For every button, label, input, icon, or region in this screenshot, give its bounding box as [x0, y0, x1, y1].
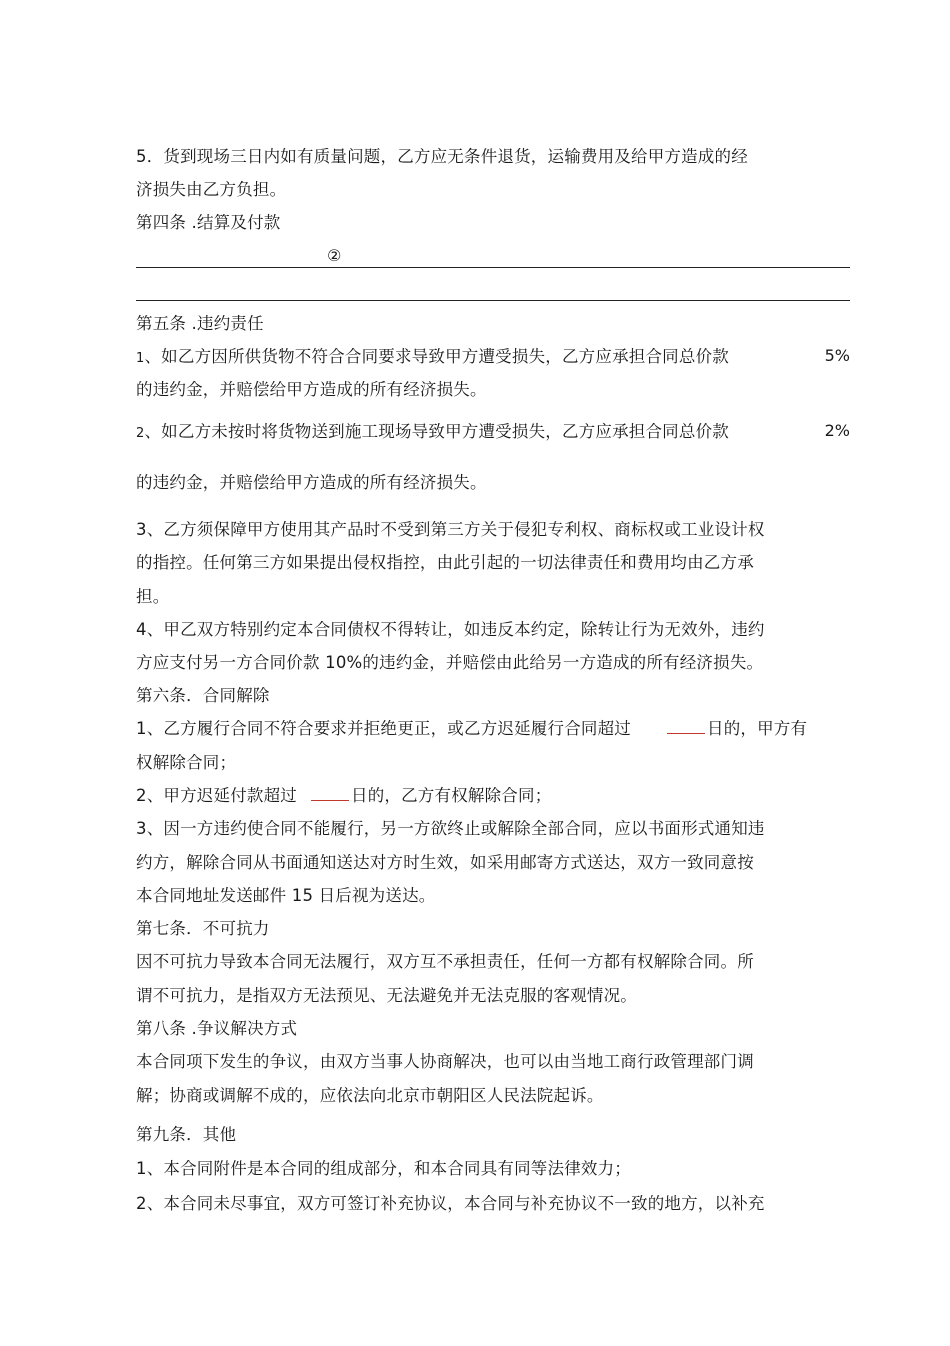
item-text: 日的，乙方有权解除合同； [351, 786, 552, 805]
blank-line-1 [136, 267, 850, 268]
article-5-item-4-line-2: 方应支付另一方合同价款 10%的违约金，并赔偿由此给另一方造成的所有经济损失。 [136, 653, 764, 672]
item-text: 日的，甲方有 [707, 719, 808, 738]
article-5-item-3-line-1: 3、乙方须保障甲方使用其产品时不受到第三方关于侵犯专利权、商标权或工业设计权 [136, 520, 765, 539]
clause-3-item-5-line-1: 5．货到现场三日内如有质量问题，乙方应无条件退货，运输费用及给甲方造成的经 [136, 147, 748, 166]
article-6-item-3-line-3: 本合同地址发送邮件 15 日后视为送达。 [136, 886, 436, 905]
penalty-rate-2: 2% [824, 421, 850, 440]
article-4-heading: 第四条 .结算及付款 [136, 213, 281, 232]
article-7-heading: 第七条．不可抗力 [136, 919, 270, 938]
article-6-item-1-line-1 [136, 718, 807, 740]
item-text: 、如乙方因所供货物不符合合同要求导致甲方遭受损失，乙方应承担合同总价款 [144, 347, 729, 366]
article-5-item-3-line-3: 担。 [136, 587, 170, 606]
penalty-rate-5: 5% [824, 346, 850, 365]
article-6-item-2 [136, 785, 551, 807]
article-5-item-1-line-2: 的违约金，并赔偿给甲方造成的所有经济损失。 [136, 380, 487, 399]
article-6-item-3-line-2: 约方，解除合同从书面通知送达对方时生效，如采用邮寄方式送达，双方一致同意按 [136, 853, 754, 872]
article-5-heading: 第五条 .违约责任 [136, 314, 264, 333]
article-8-heading: 第八条 .争议解决方式 [136, 1019, 298, 1038]
article-8-line-2: 解；协商或调解不成的，应依法向北京市朝阳区人民法院起诉。 [136, 1086, 604, 1105]
article-5-item-4-line-1: 4、甲乙双方特别约定本合同债权不得转让，如违反本约定，除转让行为无效外，违约 [136, 620, 765, 639]
article-6-item-3-line-1: 3、因一方违约使合同不能履行，另一方欲终止或解除全部合同，应以书面形式通知违 [136, 819, 765, 838]
article-8-line-1: 本合同项下发生的争议，由双方当事人协商解决，也可以由当地工商行政管理部门调 [136, 1052, 754, 1071]
article-9-item-1: 1、本合同附件是本合同的组成部分，和本合同具有同等法律效力； [136, 1159, 631, 1178]
article-5-item-2-line-1 [136, 421, 729, 445]
article-9-heading: 第九条．其他 [136, 1125, 237, 1144]
article-7-line-2: 谓不可抗力，是指双方无法预见、无法避免并无法克服的客观情况。 [136, 986, 637, 1005]
clause-3-item-5-line-2: 济损失由乙方负担。 [136, 180, 287, 199]
article-7-line-1: 因不可抗力导致本合同无法履行，双方互不承担责任，任何一方都有权解除合同。所 [136, 952, 754, 971]
article-6-item-1-line-2: 权解除合同； [136, 753, 237, 772]
article-9-item-2: 2、本合同未尽事宜，双方可签订补充协议，本合同与补充协议不一致的地方，以补充 [136, 1194, 765, 1213]
item-text: 1、乙方履行合同不符合要求并拒绝更正，或乙方迟延履行合同超过 [136, 719, 631, 738]
days-blank-field[interactable] [667, 719, 705, 734]
article-5-item-1-line-1 [136, 346, 850, 370]
item-number: 1 [136, 351, 145, 366]
blank-line-2 [136, 300, 850, 301]
article-5-item-3-line-2: 的指控。任何第三方如果提出侵权指控，由此引起的一切法律责任和费用均由乙方承 [136, 553, 754, 572]
item-number: 2 [136, 426, 145, 441]
article-5-item-2-line-2: 的违约金，并赔偿给甲方造成的所有经济损失。 [136, 473, 487, 492]
circled-number-marker: ② [327, 246, 342, 265]
item-text: 、如乙方未按时将货物送到施工现场导致甲方遭受损失，乙方应承担合同总价款 [144, 422, 729, 441]
article-6-heading: 第六条．合同解除 [136, 686, 270, 705]
item-text: 2、甲方迟延付款超过 [136, 786, 297, 805]
days-blank-field[interactable] [311, 786, 349, 801]
